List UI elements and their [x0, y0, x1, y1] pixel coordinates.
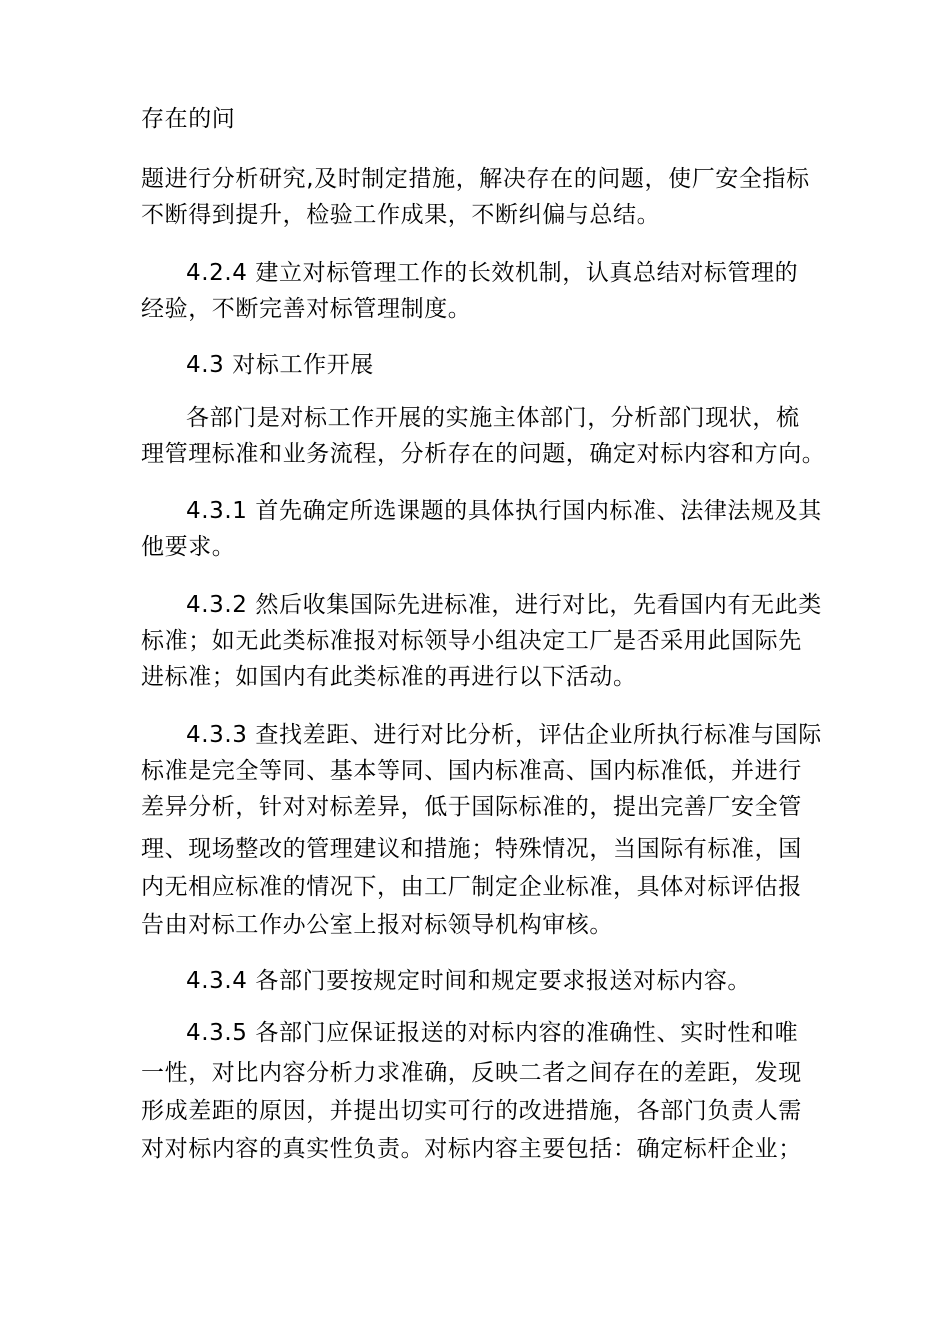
text-line: 4.3.2 然后收集国际先进标准，进行对比，先看国内有无此类	[186, 592, 822, 618]
text-line: 内无相应标准的情况下，由工厂制定企业标准，具体对标评估报	[141, 874, 802, 900]
text-line: 4.3.4 各部门要按规定时间和规定要求报送对标内容。	[186, 968, 752, 994]
text-line: 经验，不断完善对标管理制度。	[141, 296, 472, 322]
text-line: 进标准；如国内有此类标准的再进行以下活动。	[141, 664, 637, 690]
section-heading: 4.3 对标工作开展	[186, 352, 374, 378]
text-line: 差异分析，针对对标差异，低于国际标准的，提出完善厂安全管	[141, 794, 802, 820]
text-line: 各部门是对标工作开展的实施主体部门，分析部门现状，梳	[186, 405, 800, 431]
text-line: 4.3.5 各部门应保证报送的对标内容的准确性、实时性和唯	[186, 1020, 799, 1046]
text-line: 不断得到提升，检验工作成果，不断纠偏与总结。	[141, 202, 661, 228]
text-line: 他要求。	[141, 534, 236, 560]
text-line: 形成差距的原因，并提出切实可行的改进措施，各部门负责人需	[141, 1098, 802, 1124]
text-line: 理、现场整改的管理建议和措施；特殊情况，当国际有标准，国	[141, 836, 802, 862]
text-line: 理管理标准和业务流程，分析存在的问题，确定对标内容和方向。	[141, 441, 826, 467]
text-line: 告由对标工作办公室上报对标领导机构审核。	[141, 912, 613, 938]
text-line: 对对标内容的真实性负责。对标内容主要包括：确定标杆企业；	[141, 1136, 802, 1162]
text-line: 4.2.4 建立对标管理工作的长效机制，认真总结对标管理的	[186, 260, 799, 286]
text-line: 题进行分析研究,及时制定措施，解决存在的问题，使厂安全指标	[141, 166, 810, 192]
text-line: 标准是完全等同、基本等同、国内标准高、国内标准低，并进行	[141, 758, 802, 784]
text-line: 标准；如无此类标准报对标领导小组决定工厂是否采用此国际先	[141, 628, 802, 654]
text-line: 4.3.3 查找差距、进行对比分析，评估企业所执行标准与国际	[186, 722, 822, 748]
text-line: 一性，对比内容分析力求准确，反映二者之间存在的差距，发现	[141, 1060, 802, 1086]
text-line: 存在的问	[141, 106, 236, 132]
text-line: 4.3.1 首先确定所选课题的具体执行国内标准、法律法规及其	[186, 498, 822, 524]
